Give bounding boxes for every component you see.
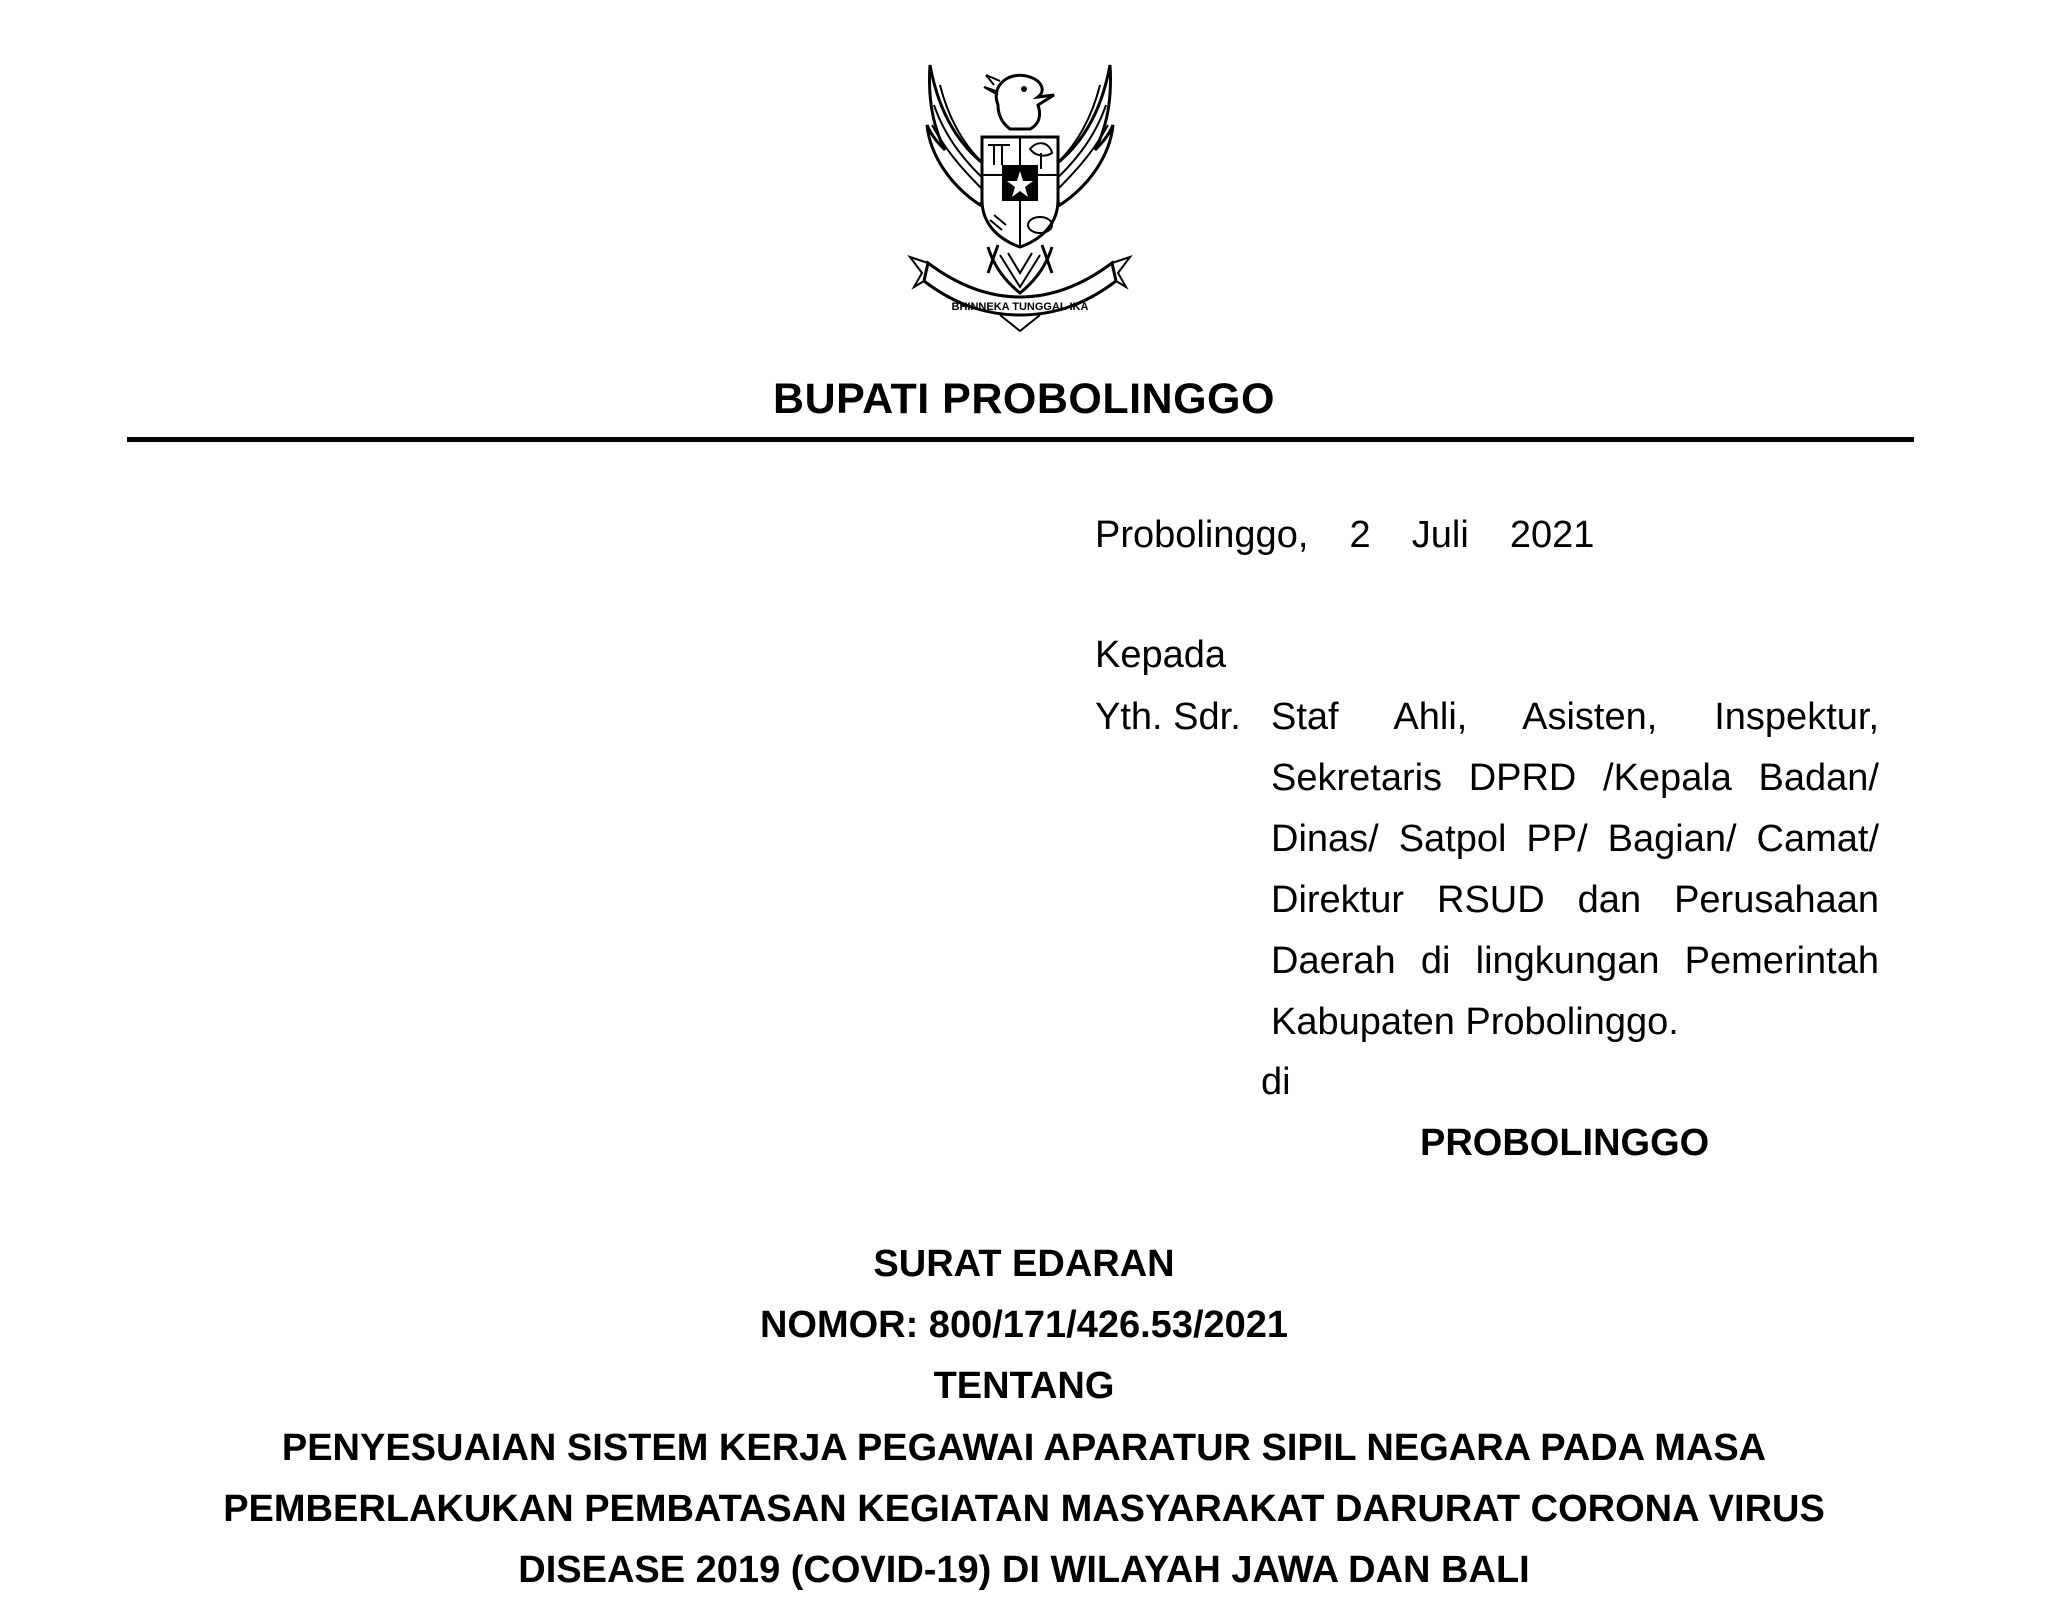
destination-place: PROBOLINGGO bbox=[1420, 1122, 1710, 1164]
letterhead-divider bbox=[127, 437, 1914, 442]
subject-line: DISEASE 2019 (COVID-19) DI WILAYAH JAWA DAN BALI bbox=[518, 1549, 1530, 1591]
garuda-emblem-icon bbox=[870, 25, 1170, 335]
addressee-text: Staf Ahli, Asisten, Inspektur, Sekretaris DPRD /Kepala Badan/ Dinas/ Satpol PP/ Bagian/ Camat/ Direktur RSUD dan Perusahaan Daerah di lingkungan Pemerintah Kabupaten Probolinggo. bbox=[1271, 696, 1879, 1043]
tentang-label: TENTANG bbox=[933, 1365, 1115, 1407]
document-type: SURAT EDARAN bbox=[873, 1243, 1175, 1285]
subject-line: PEMBERLAKUKAN PEMBATASAN KEGIATAN MASYARAKAT DARURAT CORONA VIRUS bbox=[223, 1488, 1825, 1530]
yth-label: Yth. Sdr. bbox=[1095, 696, 1241, 738]
subject-line: PENYESUAIAN SISTEM KERJA PEGAWAI APARATUR SIPIL NEGARA PADA MASA bbox=[281, 1427, 1767, 1469]
document-number: NOMOR: 800/171/426.53/2021 bbox=[759, 1304, 1289, 1346]
di-label: di bbox=[1261, 1061, 1291, 1103]
date-line: Probolinggo, 2 Juli 2021 bbox=[1095, 514, 1595, 556]
kepada-label: Kepada bbox=[1095, 634, 1227, 676]
svg-text:BHINNEKA TUNGGAL IKA: BHINNEKA TUNGGAL IKA bbox=[951, 301, 1089, 313]
letterhead-title: BUPATI PROBOLINGGO bbox=[773, 375, 1275, 423]
